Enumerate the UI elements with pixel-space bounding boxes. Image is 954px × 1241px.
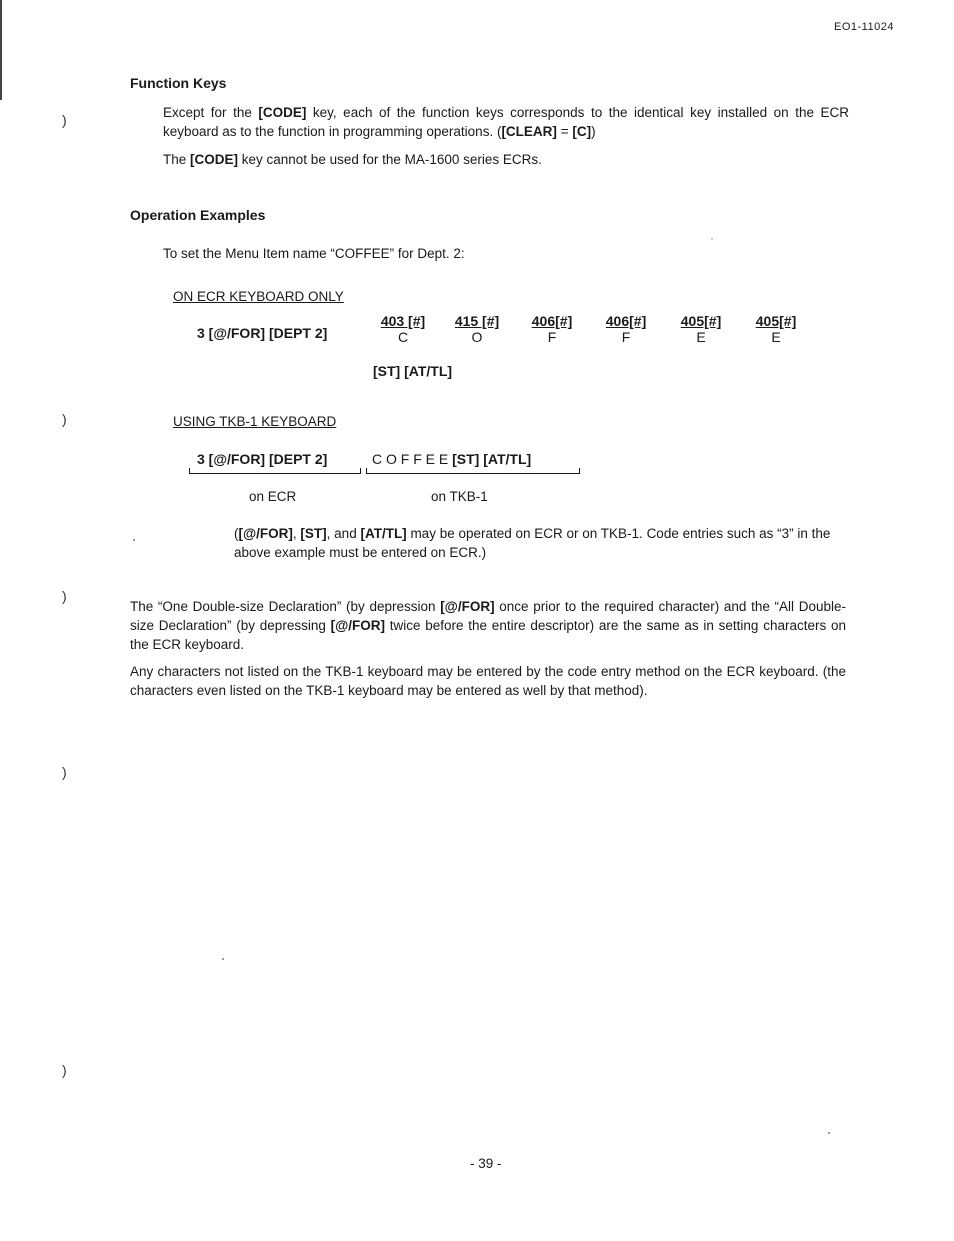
key-clear: [CLEAR] bbox=[501, 124, 557, 139]
ecr-suffix-sequence: [ST] [AT/TL] bbox=[373, 363, 453, 379]
code-entry-c bbox=[375, 313, 431, 345]
code-number: 415 [#] bbox=[454, 313, 500, 329]
text: ) bbox=[591, 124, 596, 139]
key-for: [@/FOR] bbox=[440, 599, 495, 614]
text: [ST] [AT/TL] bbox=[452, 451, 532, 467]
scan-speck bbox=[222, 958, 224, 960]
ecr-prefix-sequence: 3 [@/FOR] [DEPT 2] bbox=[197, 325, 328, 341]
text: ( bbox=[234, 526, 239, 541]
tkb-keyboard-label: USING TKB-1 KEYBOARD bbox=[173, 414, 337, 429]
margin-mark: ) bbox=[62, 764, 67, 780]
key-attl: [AT/TL] bbox=[360, 526, 407, 541]
code-char: E bbox=[696, 329, 706, 345]
code-char: F bbox=[547, 329, 557, 345]
code-entry-f bbox=[598, 313, 654, 345]
margin-mark: ) bbox=[62, 588, 67, 604]
key-c: [C] bbox=[572, 124, 592, 139]
page-number: - 39 - bbox=[470, 1156, 502, 1171]
code-number: 406[#] bbox=[605, 313, 647, 329]
function-keys-heading: Function Keys bbox=[130, 75, 227, 91]
code-number: 405[#] bbox=[680, 313, 722, 329]
text: The “One Double-size Declaration” (by depression bbox=[130, 599, 441, 614]
code-entry-e bbox=[673, 313, 729, 345]
text: C O F F E E bbox=[372, 451, 453, 467]
text: key, each of the function keys corresponds to the identical key installed on the ECR keyboard as to the function in programming operations. ( bbox=[163, 105, 850, 139]
key-st: [ST] bbox=[300, 526, 327, 541]
text: The bbox=[163, 152, 191, 167]
code-entry-f bbox=[524, 313, 580, 345]
scan-speck bbox=[828, 1132, 830, 1134]
ecr-keyboard-label: ON ECR KEYBOARD ONLY bbox=[173, 289, 344, 304]
code-char: O bbox=[471, 329, 483, 345]
code-char: F bbox=[621, 329, 631, 345]
operation-intro: To set the Menu Item name “COFFEE” for Dept. 2: bbox=[163, 246, 465, 261]
on-tkb-caption: on TKB-1 bbox=[431, 489, 488, 504]
scan-speck bbox=[711, 238, 713, 240]
code-number: 405[#] bbox=[755, 313, 797, 329]
scan-speck bbox=[133, 539, 135, 541]
key-for: [@/FOR] bbox=[238, 526, 293, 541]
key-code: [CODE] bbox=[258, 105, 307, 120]
text: = bbox=[556, 124, 573, 139]
tkb-ecr-part: 3 [@/FOR] [DEPT 2] bbox=[197, 451, 328, 467]
text: Except for the bbox=[163, 105, 259, 120]
function-keys-paragraph-2 bbox=[163, 150, 849, 169]
function-keys-paragraph-1 bbox=[163, 103, 849, 141]
key-code: [CODE] bbox=[190, 152, 239, 167]
tkb-part-bracket bbox=[366, 465, 580, 474]
code-number: 403 [#] bbox=[380, 313, 426, 329]
text: , bbox=[292, 526, 301, 541]
text: may be operated on ECR or on TKB-1. Code entries such as “3” in the above example must be entered on ECR.) bbox=[234, 526, 831, 560]
scan-edge-line bbox=[0, 0, 2, 100]
code-char: C bbox=[397, 329, 409, 345]
code-entry-o bbox=[449, 313, 505, 345]
text: once prior to the required character) and the “All Double-size Declaration” (by depressing bbox=[130, 599, 847, 633]
operation-note bbox=[234, 524, 834, 562]
operation-examples-heading: Operation Examples bbox=[130, 207, 266, 223]
declaration-paragraph bbox=[130, 597, 846, 654]
document-id: EO1-11024 bbox=[834, 21, 894, 33]
code-entry-e bbox=[748, 313, 804, 345]
any-characters-paragraph: Any characters not listed on the TKB-1 keyboard may be entered by the code entry method on the ECR keyboard. (the characters even listed on the TKB-1 keyboard may be entered as well by that method). bbox=[130, 664, 846, 698]
ecr-part-bracket bbox=[189, 465, 361, 474]
margin-mark: ) bbox=[62, 411, 67, 427]
code-char: E bbox=[771, 329, 781, 345]
text: twice before the entire descriptor) are the same as in setting characters on the ECR keyboard. bbox=[130, 618, 846, 652]
text: key cannot be used for the MA-1600 series ECRs. bbox=[238, 152, 542, 167]
code-number: 406[#] bbox=[531, 313, 573, 329]
key-for: [@/FOR] bbox=[330, 618, 385, 633]
on-ecr-caption: on ECR bbox=[249, 489, 297, 504]
margin-mark: ) bbox=[62, 112, 67, 128]
margin-mark: ) bbox=[62, 1062, 67, 1078]
text: , and bbox=[326, 526, 361, 541]
